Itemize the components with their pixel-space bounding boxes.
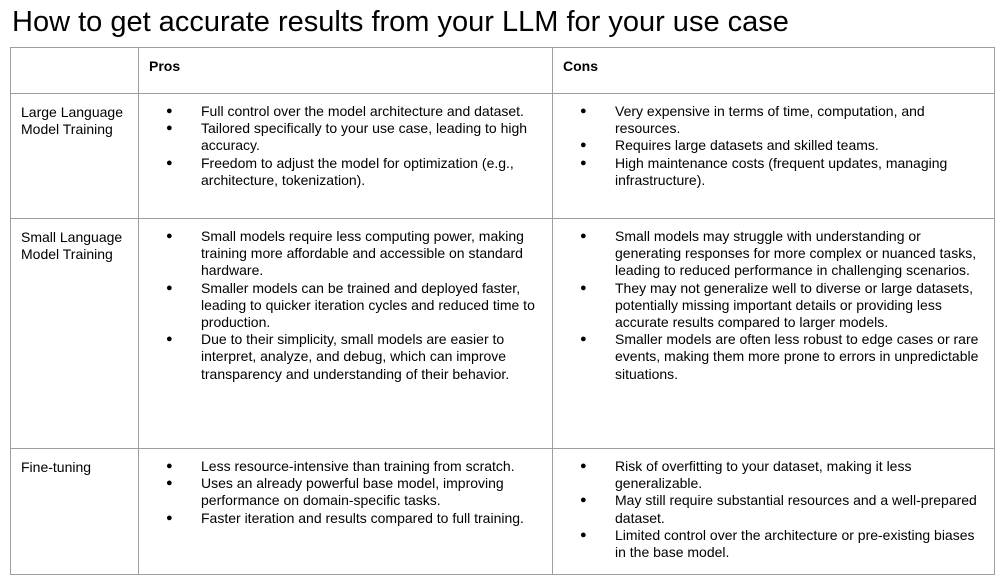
list-item-text: Very expensive in terms of time, computation, and resources. [615, 103, 925, 137]
cons-cell [553, 449, 995, 575]
list-item-text: Smaller models are often less robust to edge cases or rare events, making them more prone to errors in unpredictable situations. [615, 331, 979, 382]
bullet-icon: ● [166, 477, 173, 490]
list-item-text: High maintenance costs (frequent updates, managing infrastructure). [615, 154, 948, 188]
row-label: Small Language Model Training [11, 219, 139, 449]
cons-list [553, 228, 994, 383]
header-row [11, 48, 995, 94]
list-item-text: Requires large datasets and skilled teams. [615, 137, 879, 154]
list-item [139, 458, 552, 475]
bullet-icon: ● [580, 333, 587, 346]
pros-list [139, 103, 552, 189]
bullet-icon: ● [580, 105, 587, 117]
bullet-icon: ● [166, 122, 173, 135]
pros-cell [139, 94, 553, 219]
bullet-icon: ● [580, 156, 587, 169]
list-item [553, 137, 994, 154]
list-item [553, 331, 994, 383]
header-pros: Pros [139, 48, 553, 94]
list-item-text: Faster iteration and results compared to full training. [201, 509, 524, 526]
bullet-icon: ● [580, 460, 587, 472]
header-cons: Cons [553, 48, 995, 94]
bullet-icon: ● [166, 230, 173, 242]
list-item-text: Uses an already powerful base model, improving performance on domain-specific tasks. [201, 475, 504, 509]
list-item-text: Small models require less computing power, making training more affordable and accessible on standard hardware. [201, 228, 524, 279]
list-item [139, 475, 552, 509]
list-item-text: Small models may struggle with understanding or generating responses for more complex or nuanced tasks, leading to reduced performance in challenging scenarios. [615, 228, 977, 279]
pros-list [139, 228, 552, 383]
list-item-text: Freedom to adjust the model for optimization (e.g., architecture, tokenization). [201, 154, 514, 188]
header-empty-cell [11, 48, 139, 94]
bullet-icon: ● [580, 230, 587, 242]
list-item [139, 510, 552, 527]
list-item-text: Less resource-intensive than training from scratch. [201, 458, 515, 474]
list-item [139, 331, 552, 383]
list-item-text: Tailored specifically to your use case, leading to high accuracy. [201, 120, 528, 154]
list-item-text: Smaller models can be trained and deployed faster, leading to quicker iteration cycles and reduced time to production. [201, 279, 535, 331]
table-row-fine-tuning [11, 449, 995, 575]
bullet-icon: ● [580, 139, 587, 152]
list-item [553, 155, 994, 189]
list-item [139, 120, 552, 154]
cons-cell [553, 94, 995, 219]
bullet-icon: ● [166, 511, 173, 524]
list-item [139, 280, 552, 332]
list-item [139, 228, 552, 280]
list-item [553, 280, 994, 332]
list-item-text: Risk of overfitting to your dataset, making it less generalizable. [615, 458, 912, 492]
bullet-icon: ● [580, 528, 587, 541]
bullet-icon: ● [166, 333, 173, 346]
bullet-icon: ● [166, 105, 173, 117]
table-row-slm-training [11, 219, 995, 449]
bullet-icon: ● [580, 494, 587, 507]
list-item-text: May still require substantial resources and a well-prepared dataset. [615, 492, 977, 526]
list-item [553, 492, 994, 526]
list-item-text: Full control over the model architecture and dataset. [201, 103, 524, 119]
list-item [553, 103, 994, 137]
list-item-text: Limited control over the architecture or pre-existing biases in the base model. [615, 526, 975, 561]
list-item [139, 103, 552, 120]
pros-cell [139, 449, 553, 575]
list-item-text: They may not generalize well to diverse or large datasets, potentially missing important details or providing less accurate results compared to larger models. [615, 279, 973, 331]
pros-cell [139, 219, 553, 449]
list-item [553, 228, 994, 280]
list-item [553, 458, 994, 492]
bullet-icon: ● [166, 156, 173, 169]
list-item [553, 527, 994, 561]
row-label: Fine-tuning [11, 449, 139, 575]
pros-list [139, 458, 552, 527]
bullet-icon: ● [166, 281, 173, 294]
cons-cell [553, 219, 995, 449]
cons-list [553, 458, 994, 561]
list-item [139, 155, 552, 189]
table-row-llm-training [11, 94, 995, 219]
bullet-icon: ● [166, 460, 173, 472]
row-label: Large Language Model Training [11, 94, 139, 219]
list-item-text: Due to their simplicity, small models are easier to interpret, analyze, and debug, which can improve transparency and understanding of their behavior. [201, 331, 510, 382]
page-title: How to get accurate results from your LLM for your use case [12, 6, 789, 38]
bullet-icon: ● [580, 281, 587, 294]
cons-list [553, 103, 994, 189]
comparison-table [10, 47, 995, 575]
